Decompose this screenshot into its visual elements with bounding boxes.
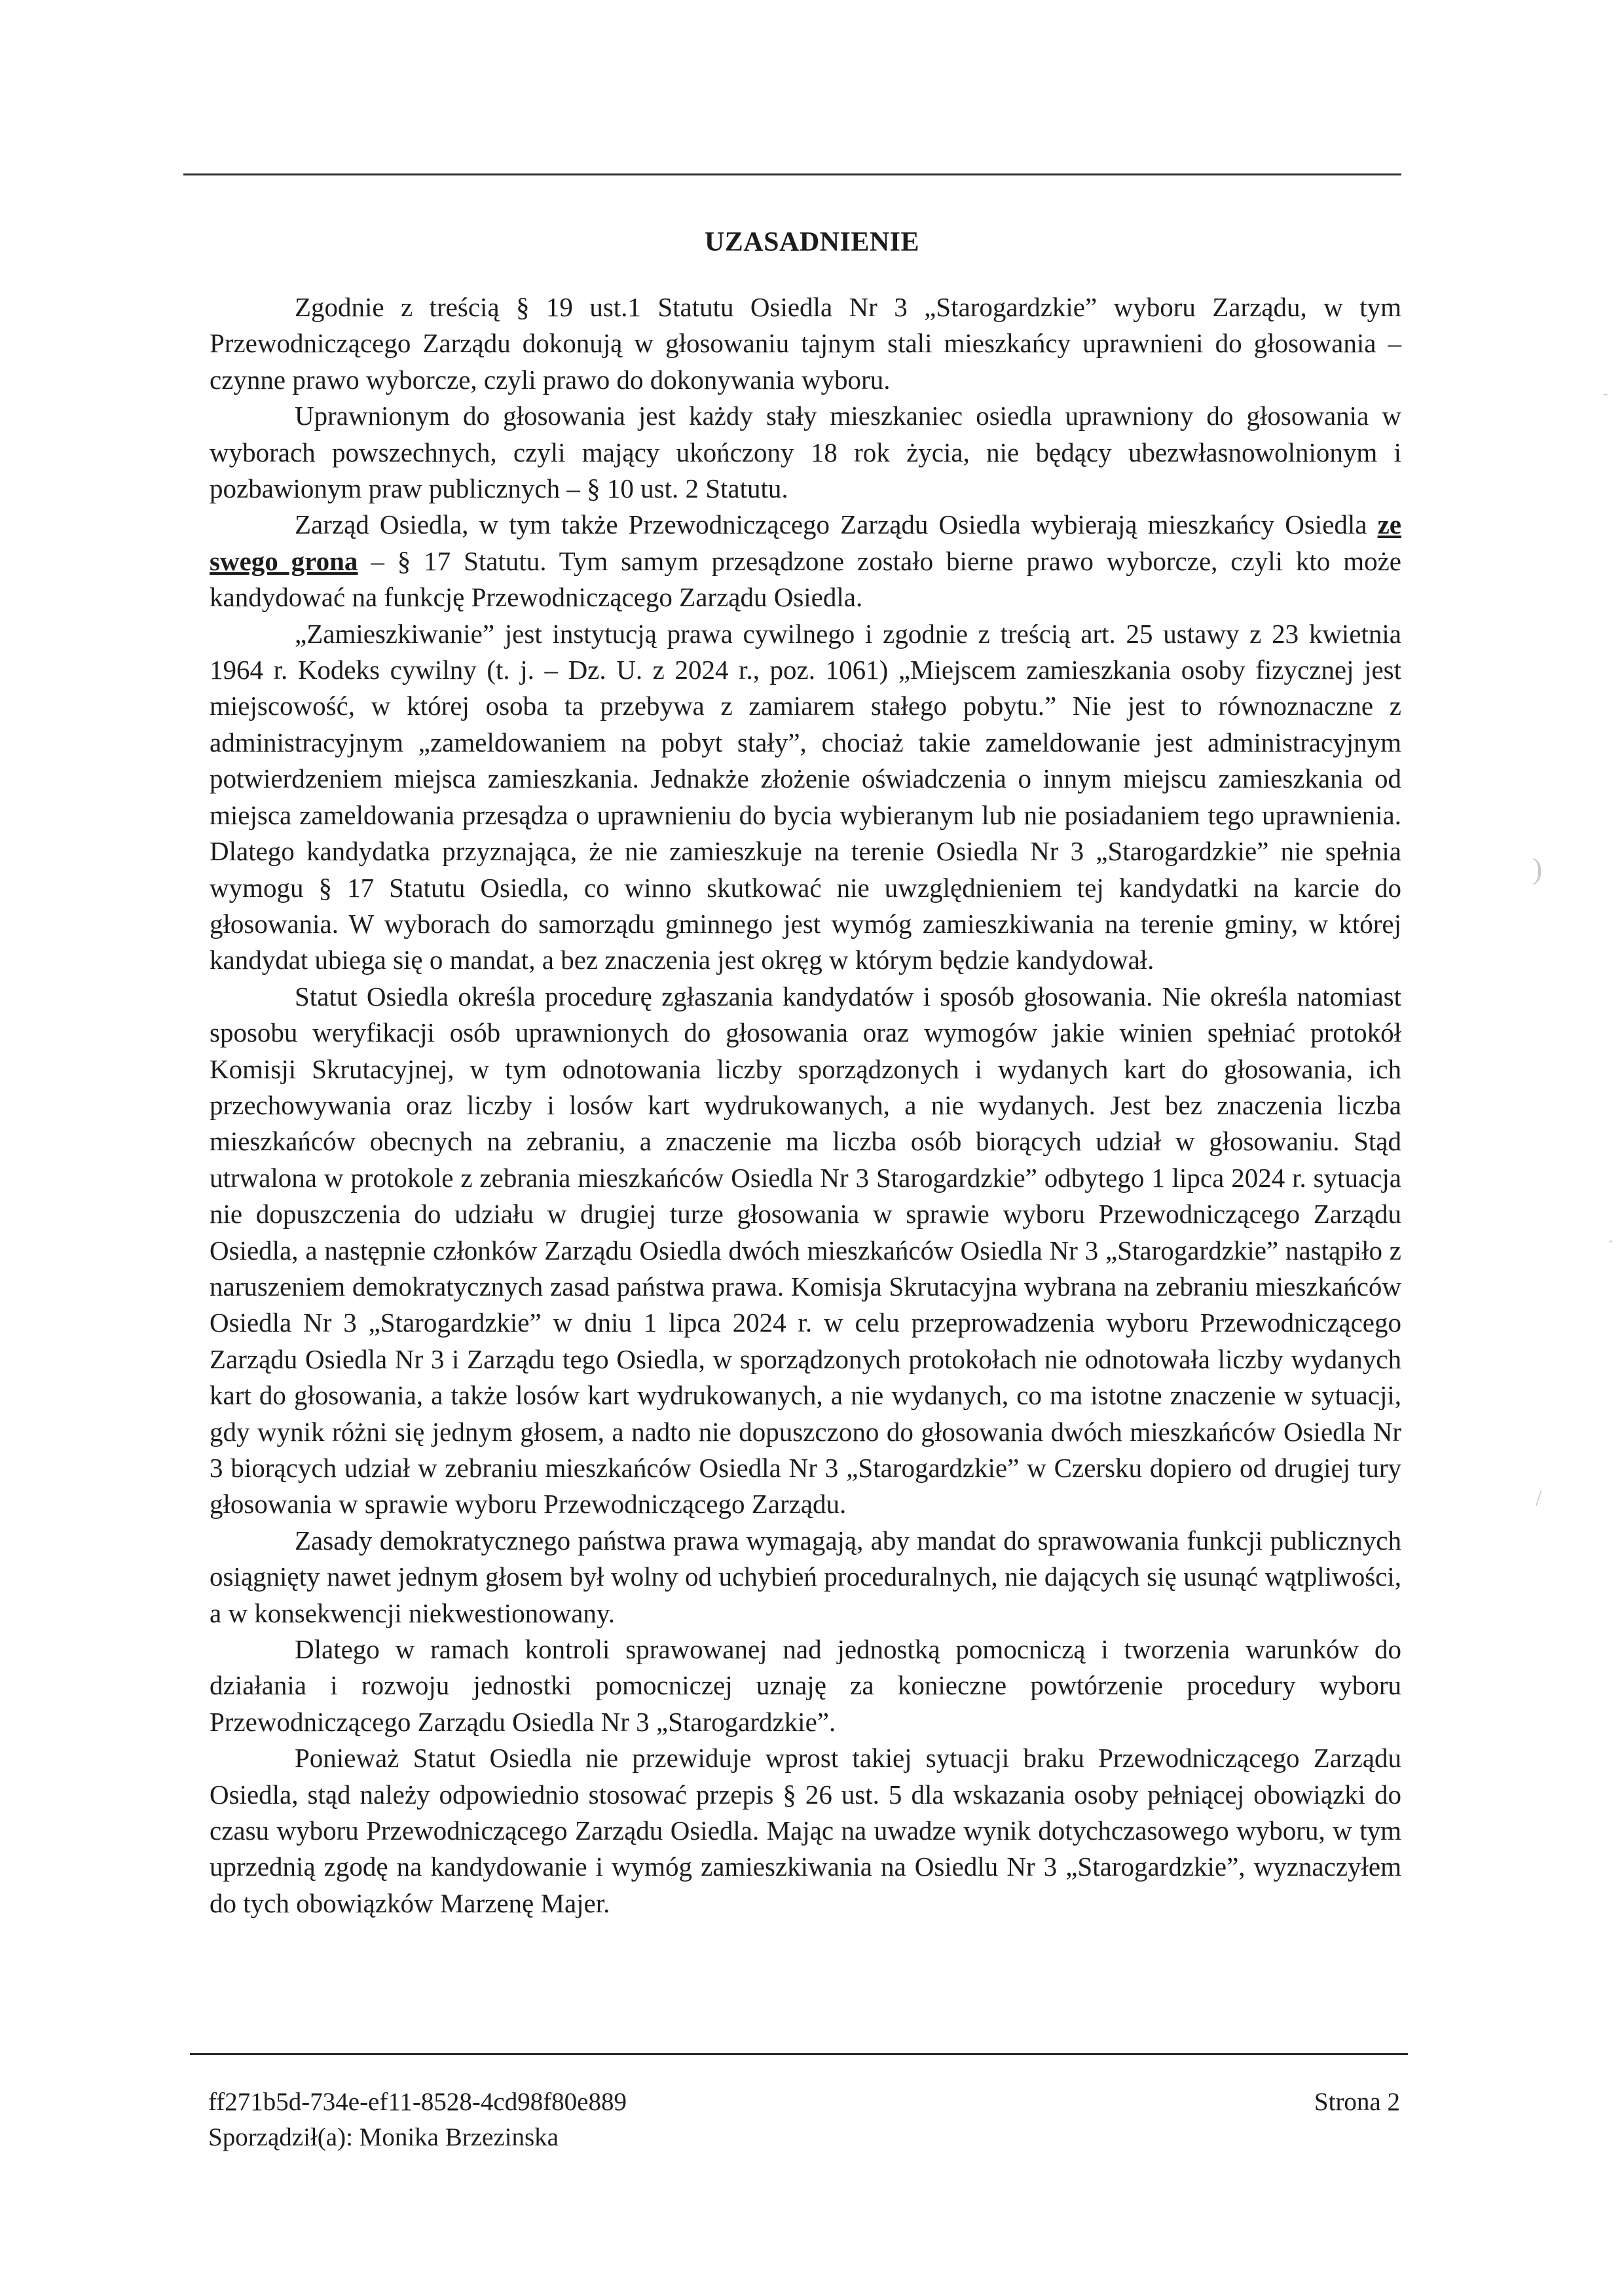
scan-artifact: ) bbox=[1532, 852, 1543, 885]
paragraph-7: Dlatego w ramach kontroli sprawowanej nad jednostką pomocniczą i tworzenia warunków do działania i rozwoju jednostki pomocniczej uznaję za konieczne powtórzenie procedury wyboru Przewodniczącego Zarządu Osiedla Nr 3 „Starogardzkie”. bbox=[210, 1634, 1401, 1737]
paragraph-4: „Zamieszkiwanie” jest instytucją prawa cywilnego i zgodnie z treścią art. 25 ustawy z 23 kwietnia 1964 r. Kodeks cywilny (t. j. – Dz. U. z 2024 r., poz. 1061) „Miejscem zamieszkania osoby fizycznej jest miejscowość, w której osoba ta przebywa z zamiarem stałego pobytu.” Nie jest to równoznaczne z administracyjnym „zameldowaniem na pobyt stały”, chociaż takie zameldowanie jest administracyjnym potwierdzeniem miejsca zamieszkania. Jednakże złożenie oświadczenia o innym miejscu zamieszkania od miejsca zameldowania przesądza o uprawnieniu do bycia wybieranym lub nie posiadaniem tego uprawnienia. Dlatego kandydatka przyznająca, że nie zamieszkuje na terenie Osiedla Nr 3 „Starogardzkie” nie spełnia wymogu § 17 Statutu Osiedla, co winno skutkować nie uwzględnieniem tej kandydatki na karcie do głosowania. W wyborach do samorządu gminnego jest wymóg zamieszkiwania na terenie gminy, w której kandydat ubiega się o mandat, a bez znaczenia jest okręg w którym będzie kandydował. bbox=[210, 618, 1401, 975]
document-id: ff271b5d-734e-ef11-8528-4cd98f80e889 bbox=[208, 2088, 627, 2116]
prepared-by: Sporządził(a): Monika Brzezinska bbox=[208, 2123, 559, 2151]
document-title: UZASADNIENIE bbox=[704, 227, 920, 257]
paragraph-3-after: – § 17 Statutu. Tym samym przesądzone zostało bierne prawo wyborcze, czyli kto może kandydować na funkcję Przewodniczącego Zarządu Osiedla. bbox=[210, 545, 1401, 613]
scan-artifact: · bbox=[1608, 1231, 1614, 1252]
paragraph-2: Uprawnionym do głosowania jest każdy stały mieszkaniec osiedla uprawniony do głosowania w wyborach powszechnych, czyli mający ukończony 18 rok życia, nie będący ubezwłasnowolnionym i pozbawionym praw publicznych – § 10 ust. 2 Statutu. bbox=[210, 401, 1401, 504]
paragraph-1: Zgodnie z treścią § 19 ust.1 Statutu Osiedla Nr 3 „Starogardzkie” wyboru Zarządu, w tym Przewodniczącego Zarządu dokonują w głosowaniu tajnym stali mieszkańcy uprawnieni do głosowania – czynne prawo wyborcze, czyli prawo do dokonywania wyboru. bbox=[210, 292, 1401, 395]
emphasis-ze-swego-grona: ze swego grona bbox=[210, 509, 1401, 576]
paragraph-3 bbox=[210, 507, 1401, 615]
footer-rule bbox=[190, 2053, 1408, 2055]
scan-artifact: - bbox=[1603, 385, 1608, 401]
page-number: Strona 2 bbox=[1314, 2088, 1400, 2116]
paragraph-8: Ponieważ Statut Osiedla nie przewiduje wprost takiej sytuacji braku Przewodniczącego Zarządu Osiedla, stąd należy odpowiednio stosować przepis § 26 ust. 5 dla wskazania osoby pełniącej obowiązki do czasu wyboru Przewodniczącego Zarządu Osiedla. Mając na uwadze wynik dotychczasowego wyboru, w tym uprzednią zgodę na kandydowanie i wymóg zamieszkiwania na Osiedlu Nr 3 „Starogardzkie”, wyznaczyłem do tych obowiązków Marzenę Majer. bbox=[210, 1743, 1401, 1918]
scan-artifact: / bbox=[1536, 1486, 1542, 1510]
header-rule bbox=[183, 173, 1401, 175]
paragraph-3-before: Zarząd Osiedla, w tym także Przewodniczącego Zarządu Osiedla wybierają mieszkańcy Osiedla bbox=[295, 509, 1367, 540]
document-body bbox=[210, 289, 1401, 1922]
paragraph-5: Statut Osiedla określa procedurę zgłaszania kandydatów i sposób głosowania. Nie określa natomiast sposobu weryfikacji osób uprawnionych do głosowania oraz wymogów jakie winien spełniać protokół Komisji Skrutacyjnej, w tym odnotowania liczby sporządzonych i wydanych kart do głosowania, ich przechowywania oraz liczby i losów kart wydrukowanych, a nie wydanych. Jest bez znaczenia liczba mieszkańców obecnych na zebraniu, a znaczenie ma liczba osób biorących udział w głosowaniu. Stąd utrwalona w protokole z zebrania mieszkańców Osiedla Nr 3 Starogardzkie” odbytego 1 lipca 2024 r. sytuacja nie dopuszczenia do udziału w drugiej turze głosowania w sprawie wyboru Przewodniczącego Zarządu Osiedla, a następnie członków Zarządu Osiedla dwóch mieszkańców Osiedla Nr 3 „Starogardzkie” nastąpiło z naruszeniem demokratycznych zasad państwa prawa. Komisja Skrutacyjna wybrana na zebraniu mieszkańców Osiedla Nr 3 „Starogardzkie” w dniu 1 lipca 2024 r. w celu przeprowadzenia wyboru Przewodniczącego Zarządu Osiedla Nr 3 i Zarządu tego Osiedla, w sporządzonych protokołach nie odnotowała liczby wydanych kart do głosowania, a także losów kart wydrukowanych, a nie wydanych, co ma istotne znaczenie w sytuacji, gdy wynik różni się jednym głosem, a nadto nie dopuszczono do głosowania dwóch mieszkańców Osiedla Nr 3 biorących udział w zebraniu mieszkańców Osiedla Nr 3 „Starogardzkie” w Czersku dopiero od drugiej tury głosowania w sprawie wyboru Przewodniczącego Zarządu. bbox=[210, 981, 1401, 1520]
paragraph-6: Zasady demokratycznego państwa prawa wymagają, aby mandat do sprawowania funkcji publicznych osiągnięty nawet jednym głosem był wolny od uchybień proceduralnych, nie dających się usunąć wątpliwości, a w konsekwencji niekwestionowany. bbox=[210, 1525, 1401, 1628]
footer-left bbox=[208, 2085, 627, 2155]
